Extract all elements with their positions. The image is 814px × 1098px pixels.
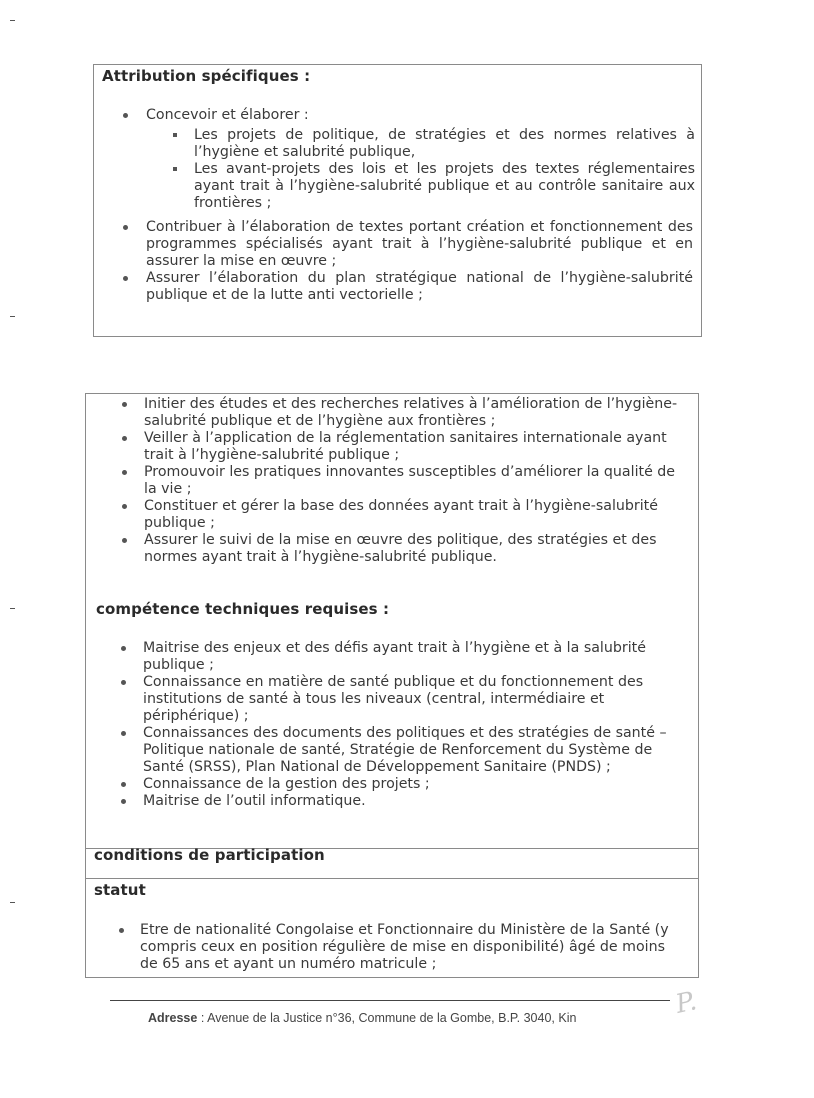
list-item	[86, 464, 686, 498]
list-item	[94, 270, 701, 304]
sub-list-item-text: Les avant-projets des lois et les projets des textes réglementaires ayant trait à l’hygiène-salubrité publique et au contrôle sanitaire aux frontières ;	[194, 161, 695, 211]
attributions-heading: Attribution spécifiques :	[102, 67, 311, 85]
sub-list-item	[94, 161, 701, 212]
list-item	[86, 776, 686, 793]
footer-address-value: Avenue de la Justice n°36, Commune de la Gombe, B.P. 3040, Kin	[207, 1011, 577, 1025]
list-item	[86, 396, 686, 430]
bullet-icon	[122, 470, 127, 475]
footer-address-label: Adresse	[148, 1011, 198, 1025]
list-item-text: Maitrise de l’outil informatique.	[143, 793, 366, 809]
footer-address-separator: :	[197, 1011, 208, 1025]
list-item-text: Promouvoir les pratiques innovantes susceptibles d’améliorer la qualité de la vie ;	[144, 464, 676, 497]
handwritten-initials: P.	[673, 986, 700, 1020]
margin-mark	[10, 902, 15, 903]
list-item-text: Connaissance en matière de santé publique et du fonctionnement des institutions de santé à tous les niveaux (central, intermédiaire et périphérique) ;	[143, 674, 644, 724]
list-item	[86, 640, 686, 674]
continuation-box	[85, 393, 699, 978]
bullet-icon	[121, 646, 126, 651]
bullet-icon	[121, 799, 126, 804]
section-divider	[86, 878, 698, 879]
competences-list	[86, 640, 686, 810]
footer-address	[148, 1011, 576, 1025]
attributions-list-page2	[86, 396, 686, 566]
list-item	[86, 430, 686, 464]
list-item-text: Contribuer à l’élaboration de textes portant création et fonctionnement des programmes spécialisés ayant trait à l’hygiène-salubrité publique et en assurer la mise en œuvre ;	[146, 219, 693, 269]
statut-list	[86, 922, 686, 973]
margin-mark	[10, 608, 15, 609]
conditions-heading: conditions de participation	[94, 846, 325, 864]
list-item-text: Initier des études et des recherches relatives à l’amélioration de l’hygiène-salubrité publique et de l’hygiène aux frontières ;	[144, 396, 678, 429]
attributions-sublist	[94, 127, 701, 212]
list-item-text: Etre de nationalité Congolaise et Fonctionnaire du Ministère de la Santé (y compris ceux en position régulière de mise en disponibilité) âgé de moins de 65 ans et ayant un numéro matricule ;	[140, 922, 669, 972]
list-item-text: Connaissance de la gestion des projets ;	[143, 776, 430, 792]
attributions-box	[93, 64, 702, 337]
list-item	[86, 498, 686, 532]
bullet-icon	[123, 276, 128, 281]
footer-rule	[110, 1000, 670, 1001]
list-item-text: Assurer le suivi de la mise en œuvre des politique, des stratégies et des normes ayant trait à l’hygiène-salubrité publique.	[144, 532, 657, 565]
bullet-icon	[122, 504, 127, 509]
list-item	[86, 532, 686, 566]
square-bullet-icon	[173, 133, 177, 137]
list-item-text: Connaissances des documents des politiques et des stratégies de santé – Politique nationale de santé, Stratégie de Renforcement du Système de Santé (SRSS), Plan National de Développement Sanitaire (PNDS) ;	[143, 725, 667, 775]
list-item	[86, 922, 686, 973]
attributions-list-continued	[94, 219, 701, 304]
bullet-icon	[123, 113, 128, 118]
list-item-text: Concevoir et élaborer :	[146, 107, 309, 123]
sub-list-item	[94, 127, 701, 161]
square-bullet-icon	[173, 167, 177, 171]
margin-mark	[10, 20, 15, 21]
list-item	[86, 674, 686, 725]
attributions-list	[94, 107, 701, 124]
statut-heading: statut	[94, 881, 146, 899]
bullet-icon	[122, 538, 127, 543]
sub-list-item-text: Les projets de politique, de stratégies et des normes relatives à l’hygiène et salubrité publique,	[194, 127, 695, 160]
competences-heading: compétence techniques requises :	[96, 600, 390, 618]
list-item-text: Constituer et gérer la base des données ayant trait à l’hygiène-salubrité publique ;	[144, 498, 658, 531]
margin-mark	[10, 316, 15, 317]
list-item	[86, 725, 686, 776]
list-item-text: Maitrise des enjeux et des défis ayant trait à l’hygiène et à la salubrité publique ;	[143, 640, 646, 673]
bullet-icon	[121, 731, 126, 736]
bullet-icon	[122, 436, 127, 441]
bullet-icon	[121, 782, 126, 787]
bullet-icon	[122, 402, 127, 407]
list-item	[86, 793, 686, 810]
bullet-icon	[121, 680, 126, 685]
list-item-text: Assurer l’élaboration du plan stratégique national de l’hygiène-salubrité publique et de la lutte anti vectorielle ;	[146, 270, 693, 303]
list-item	[94, 107, 701, 124]
list-item-text: Veiller à l’application de la réglementation sanitaires internationale ayant trait à l’hygiène-salubrité publique ;	[144, 430, 667, 463]
list-item	[94, 219, 701, 270]
bullet-icon	[119, 928, 124, 933]
bullet-icon	[123, 225, 128, 230]
